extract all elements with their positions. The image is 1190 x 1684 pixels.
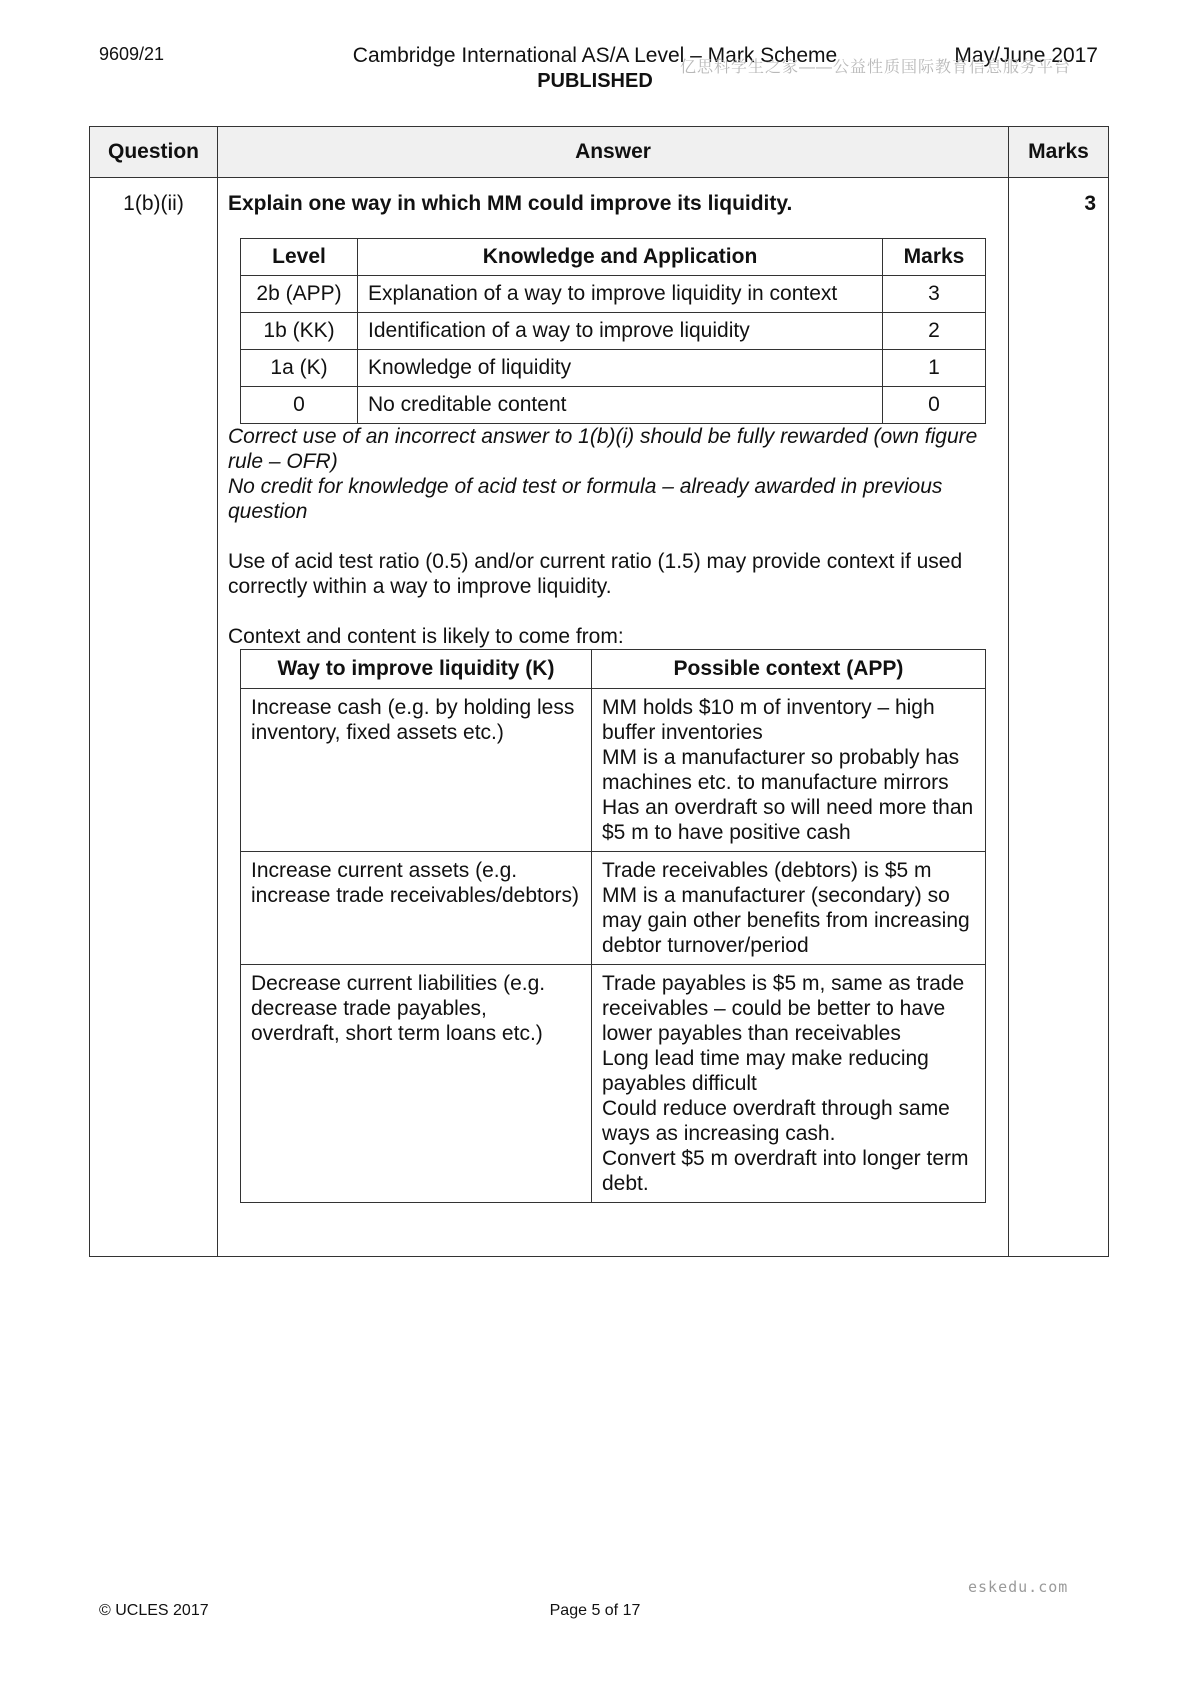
context-col-header: Possible context (APP) [592,650,986,689]
level-descriptor: Explanation of a way to improve liquidity in context [358,276,883,313]
level-row [241,276,986,313]
context-row [241,965,986,1203]
knowledge-col-header: Knowledge and Application [358,239,883,276]
context-line: Could reduce overdraft through same ways as increasing cash. [602,1097,950,1145]
context-line: Trade receivables (debtors) is $5 m [602,859,932,882]
context-row [241,689,986,852]
paper-code: 9609/21 [99,44,165,64]
context-table [240,649,986,1203]
context-line: Convert $5 m overdraft into longer term debt. [602,1147,969,1195]
context-line: MM is a manufacturer so probably has machines etc. to manufacture mirrors [602,746,960,794]
answer-header: Answer [218,127,1009,178]
level-descriptor: Identification of a way to improve liquidity [358,313,883,350]
question-row [90,178,1109,1257]
context-header-row [241,650,986,689]
document-title: Cambridge International AS/A Level – Mark Scheme [352,44,838,67]
site-watermark: eskedu.com [968,1578,1069,1596]
copyright: © UCLES 2017 [99,1602,209,1619]
level-marks: 2 [883,313,986,350]
level-row [241,387,986,424]
header-row [90,127,1109,178]
level-code: 1b (KK) [241,313,358,350]
way-cell: Increase cash (e.g. by holding less inventory, fixed assets etc.) [241,689,592,852]
question-prompt: Explain one way in which MM could improve its liquidity. [228,192,793,215]
ofr-note: Correct use of an incorrect answer to 1(b)(i) should be fully rewarded (own figure rule – OFR) [228,425,978,473]
level-row [241,350,986,387]
level-col-header: Level [241,239,358,276]
level-code: 2b (APP) [241,276,358,313]
level-header-row [241,239,986,276]
level-marks: 3 [883,276,986,313]
context-cell [592,852,986,965]
context-line: MM is a manufacturer (secondary) so may gain other benefits from increasing debtor turnover/period [602,884,970,957]
watermark-text: 亿思科学生之家——公益性质国际教育信息服务平台 [680,59,1072,76]
context-line: Trade payables is $5 m, same as trade receivables – could be better to have lower payables than receivables [602,972,965,1045]
context-line: Long lead time may make reducing payables difficult [602,1047,929,1095]
published-label: PUBLISHED [537,70,653,92]
level-marks: 0 [883,387,986,424]
context-row [241,852,986,965]
exam-session: May/June 2017 [954,44,1098,67]
marks-header: Marks [1009,127,1109,178]
context-intro: Context and content is likely to come from: [228,625,624,648]
context-cell [592,965,986,1203]
level-marks: 1 [883,350,986,387]
level-marks-col-header: Marks [883,239,986,276]
level-code: 1a (K) [241,350,358,387]
question-header: Question [90,127,218,178]
way-cell: Decrease current liabilities (e.g. decrease trade payables, overdraft, short term loans etc.) [241,965,592,1203]
ratio-note: Use of acid test ratio (0.5) and/or current ratio (1.5) may provide context if used correctly within a way to improve liquidity. [228,550,963,598]
level-row [241,313,986,350]
level-table [240,238,986,424]
way-cell: Increase current assets (e.g. increase trade receivables/debtors) [241,852,592,965]
level-code: 0 [241,387,358,424]
page-number: Page 5 of 17 [549,1602,641,1619]
question-marks: 3 [1009,178,1109,1257]
acid-test-note: No credit for knowledge of acid test or formula – already awarded in previous question [228,475,943,523]
context-line: Has an overdraft so will need more than $5 m to have positive cash [602,796,974,844]
question-number: 1(b)(ii) [90,178,218,1257]
level-descriptor: No creditable content [358,387,883,424]
level-descriptor: Knowledge of liquidity [358,350,883,387]
context-line: MM holds $10 m of inventory – high buffer inventories [602,696,935,744]
mark-scheme-table [89,126,1109,1257]
context-cell [592,689,986,852]
way-col-header: Way to improve liquidity (K) [241,650,592,689]
answer-cell [218,178,1009,1257]
